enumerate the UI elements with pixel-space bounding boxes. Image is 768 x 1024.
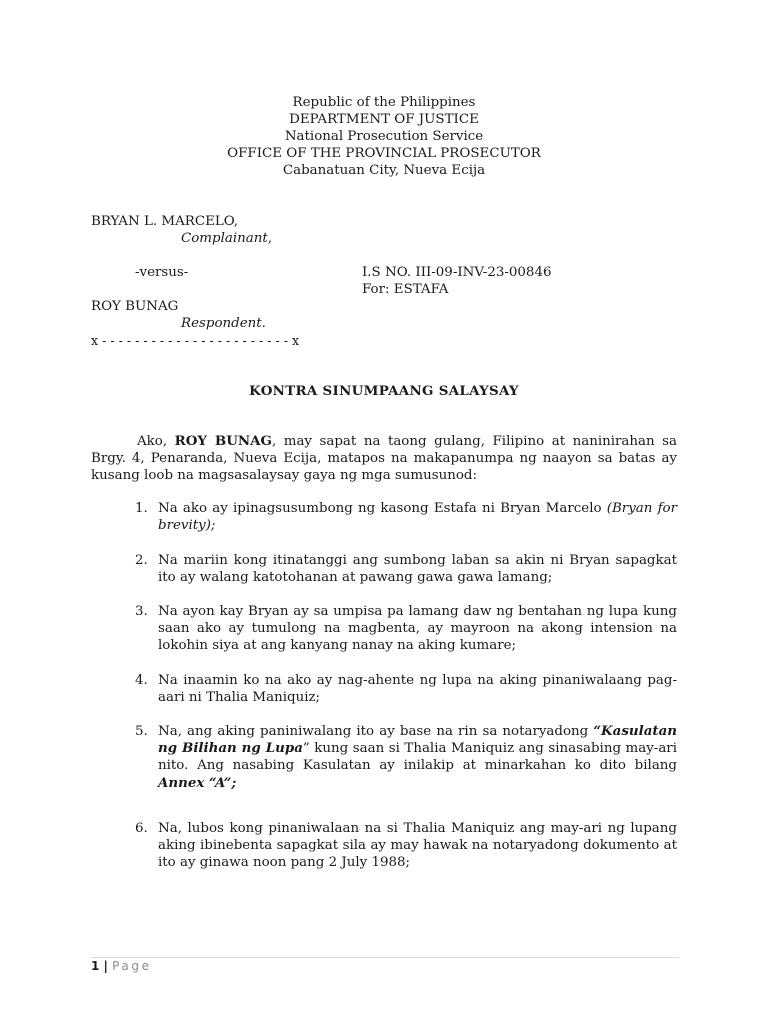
intro-paragraph <box>91 433 677 485</box>
affiant-name: ROY BUNAG <box>174 433 272 449</box>
item-number: 5. <box>135 724 148 739</box>
footer-divider <box>91 957 679 958</box>
page-label: Page <box>112 959 152 973</box>
list-item <box>135 603 677 655</box>
complainant-role-line <box>181 230 272 247</box>
list-item <box>135 552 677 586</box>
item-text: Na ako ay ipinagsusumbong ng kasong Estafa ni Bryan Marcelo <box>158 501 607 516</box>
case-number: I.S NO. III-09-INV-23-00846 <box>362 265 552 280</box>
header-republic: Republic of the Philippines <box>292 95 476 110</box>
intro-rest: , may sapat na taong gulang, Filipino at naninirahan sa Brgy. 4, Penaranda, Nueva Ecija, matapos na makapanumpa ng naayon sa batas ay kusang loob na magsasalaysay gaya ng mga sumusunod: <box>91 434 678 484</box>
item-text-end: ; <box>231 774 237 791</box>
caption-separator: x - - - - - - - - - - - - - - - - - - - - - - - x <box>91 333 300 348</box>
item-text: Na ayon kay Bryan ay sa umpisa pa lamang daw ng bentahan ng lupa kung saan ako ay tumulong na magbenta, ay mayroon na akong intension na lokohin siya at ang kanyang nanay na aking kumare; <box>158 604 677 654</box>
item-number: 1. <box>135 501 148 516</box>
intro-lead: Ako, <box>137 434 175 449</box>
header-location: Cabanatuan City, Nueva Ecija <box>282 163 486 178</box>
respondent-role: Respondent. <box>181 316 266 331</box>
complainant-role: Complainant <box>181 231 268 246</box>
case-offense: For: ESTAFA <box>362 282 449 297</box>
document-title: KONTRA SINUMPAANG SALAYSAY <box>249 383 519 399</box>
header-service: National Prosecution Service <box>284 129 484 144</box>
item-text-italic: (Bryan for brevity); <box>158 501 677 534</box>
document-reference: “Kasulatan ng Bilihan ng Lupa <box>158 723 677 757</box>
list-item <box>135 672 677 706</box>
complainant-name: BRYAN L. MARCELO, <box>91 214 239 229</box>
footer-separator: | <box>99 959 113 973</box>
item-text-continued: ” kung saan si Thalia Maniquiz ang sinasabing may-ari nito. Ang nasabing Kasulatan ay inilakip at minarkahan ko dito bilang <box>158 741 677 774</box>
respondent-name: ROY BUNAG <box>91 299 179 314</box>
item-text: Na mariin kong itinatanggi ang sumbong laban sa akin ni Bryan sapagkat ito ay walang katotohanan at pawang gawa gawa lamang; <box>158 553 677 586</box>
item-text: Na, lubos kong pinaniwalaan na si Thalia Maniquiz ang may-ari ng lupang aking ibinebenta sapagkat sila ay may hawak na notaryadong dokumento at ito ay ginawa noon pang 2 July 1988; <box>158 821 677 871</box>
item-number: 4. <box>135 673 148 688</box>
header-department: DEPARTMENT OF JUSTICE <box>289 112 479 127</box>
page-number: 1 <box>91 959 100 973</box>
header-office: OFFICE OF THE PROVINCIAL PROSECUTOR <box>227 146 541 161</box>
item-number: 2. <box>135 553 148 568</box>
list-item <box>135 820 677 872</box>
item-text: Na, ang aking paniniwalang ito ay base na rin sa notaryadong <box>158 724 594 739</box>
list-item <box>135 723 677 792</box>
list-item <box>135 500 677 534</box>
item-number: 3. <box>135 604 148 619</box>
page-footer <box>91 959 152 973</box>
item-text: Na inaamin ko na ako ay nag-ahente ng lupa na aking pinaniwalaang pag-aari ni Thalia Maniquiz; <box>158 673 677 706</box>
complainant-role-suffix: , <box>267 231 273 246</box>
versus-label: -versus- <box>135 265 189 280</box>
document-header <box>0 94 768 179</box>
item-number: 6. <box>135 821 148 836</box>
annex-label: Annex “A” <box>158 774 232 791</box>
